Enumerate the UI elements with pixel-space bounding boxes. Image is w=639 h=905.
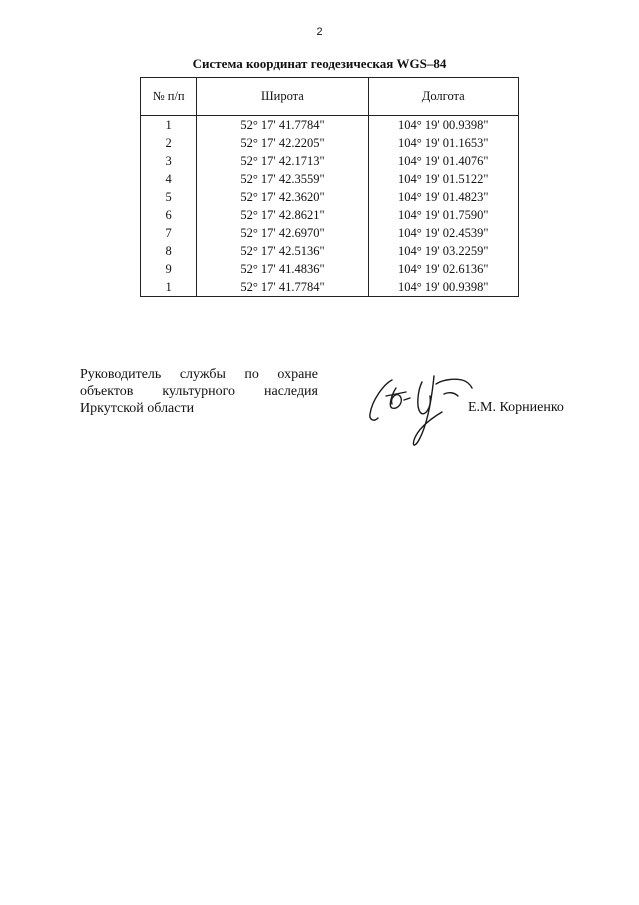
cell-number: 2: [141, 134, 197, 152]
signer-position-line: Иркутской области: [80, 401, 195, 416]
handwritten-signature-icon: [362, 366, 474, 454]
cell-number: 5: [141, 188, 197, 206]
signer-position-line: объектов культурного наследия: [80, 384, 318, 399]
table-row: [141, 116, 519, 135]
table-body: [141, 116, 519, 297]
signer-position-line: Руководитель службы по охране: [80, 367, 318, 382]
cell-latitude: 52° 17' 41.7784": [197, 116, 368, 135]
cell-longitude: 104° 19' 01.1653": [368, 134, 518, 152]
page-number: 2: [316, 26, 323, 38]
cell-latitude: 52° 17' 42.1713": [197, 152, 368, 170]
cell-latitude: 52° 17' 42.5136": [197, 242, 368, 260]
cell-longitude: 104° 19' 01.7590": [368, 206, 518, 224]
signer-name: Е.М. Корниенко: [468, 400, 564, 415]
table-title: Система координат геодезическая WGS–84: [192, 56, 447, 71]
cell-longitude: 104° 19' 03.2259": [368, 242, 518, 260]
cell-number: 6: [141, 206, 197, 224]
signer-position: [80, 366, 318, 417]
cell-number: 3: [141, 152, 197, 170]
cell-latitude: 52° 17' 42.3559": [197, 170, 368, 188]
cell-latitude: 52° 17' 42.2205": [197, 134, 368, 152]
cell-longitude: 104° 19' 01.4076": [368, 152, 518, 170]
table-header-row: [141, 78, 519, 116]
header-longitude: Долгота: [368, 78, 518, 116]
cell-number: 8: [141, 242, 197, 260]
cell-number: 1: [141, 278, 197, 297]
cell-latitude: 52° 17' 42.8621": [197, 206, 368, 224]
cell-latitude: 52° 17' 41.4836": [197, 260, 368, 278]
cell-longitude: 104° 19' 01.5122": [368, 170, 518, 188]
cell-number: 7: [141, 224, 197, 242]
cell-latitude: 52° 17' 41.7784": [197, 278, 368, 297]
table-row: [141, 224, 519, 242]
table-row: [141, 206, 519, 224]
cell-longitude: 104° 19' 00.9398": [368, 116, 518, 135]
cell-longitude: 104° 19' 01.4823": [368, 188, 518, 206]
cell-number: 4: [141, 170, 197, 188]
cell-longitude: 104° 19' 02.4539": [368, 224, 518, 242]
table-row: [141, 170, 519, 188]
cell-latitude: 52° 17' 42.3620": [197, 188, 368, 206]
coordinates-table: [140, 77, 519, 297]
table-row: [141, 242, 519, 260]
header-number: № п/п: [141, 78, 197, 116]
cell-number: 9: [141, 260, 197, 278]
cell-longitude: 104° 19' 02.6136": [368, 260, 518, 278]
cell-number: 1: [141, 116, 197, 135]
table-row: [141, 134, 519, 152]
table-row: [141, 260, 519, 278]
cell-longitude: 104° 19' 00.9398": [368, 278, 518, 297]
table-row: [141, 278, 519, 297]
header-latitude: Широта: [197, 78, 368, 116]
table-row: [141, 188, 519, 206]
cell-latitude: 52° 17' 42.6970": [197, 224, 368, 242]
table-row: [141, 152, 519, 170]
